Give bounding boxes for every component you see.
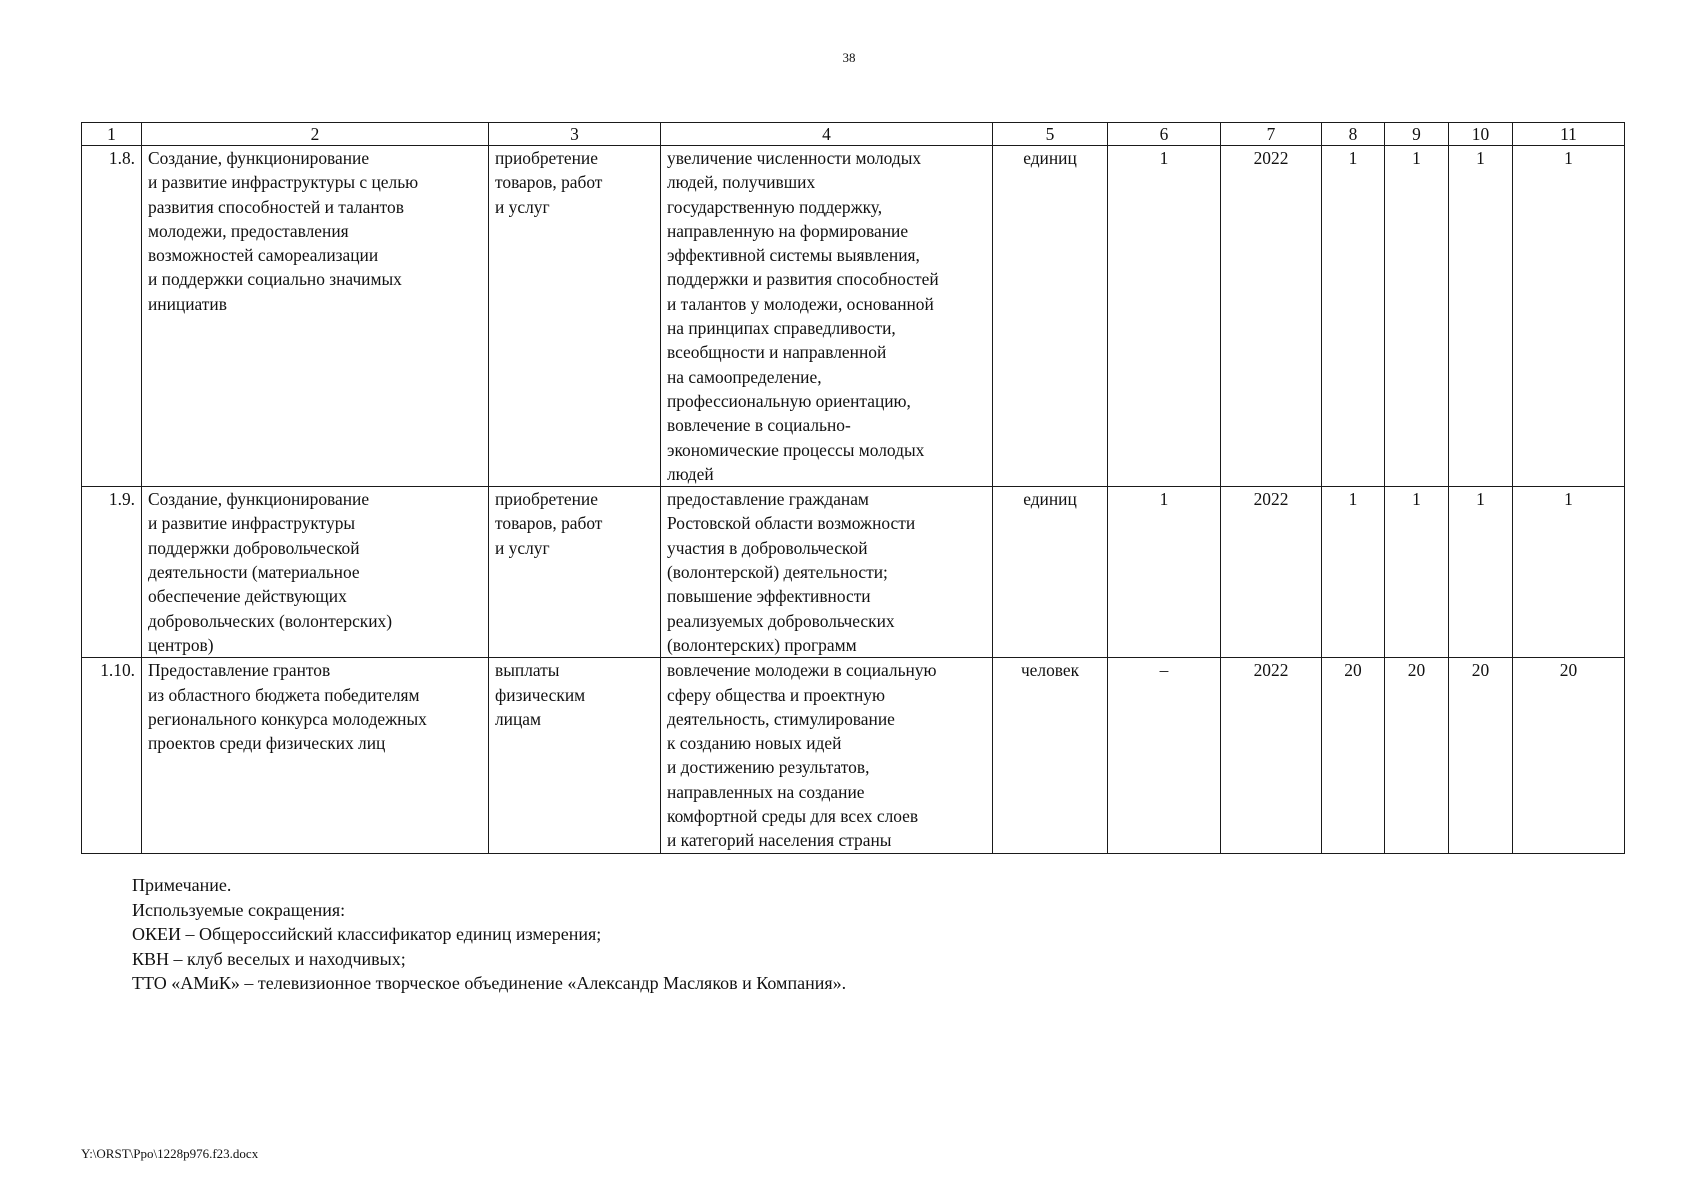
value-col-6: – [1108, 658, 1221, 853]
header-col-10: 10 [1449, 123, 1513, 146]
measure-result: увеличение численности молодых людей, получивших государственную поддержку, направленную на формирование эффективной системы выявления, поддержки и развития способностей и талантов у молодежи, основанной на принципах справедливости, всеобщности и направленной на самоопределение, профессиональную ориентацию, вовлечение в социально- экономические процессы молодых людей [661, 146, 993, 487]
header-col-2: 2 [142, 123, 489, 146]
measures-table [81, 122, 1625, 854]
year: 2022 [1221, 487, 1322, 658]
row-number: 1.9. [82, 487, 142, 658]
value-col-11: 1 [1513, 487, 1625, 658]
header-col-8: 8 [1322, 123, 1385, 146]
measure-name: Создание, функционирование и развитие инфраструктуры поддержки добровольческой деятельности (материальное обеспечение действующих добровольческих (волонтерских) центров) [142, 487, 489, 658]
unit: единиц [993, 487, 1108, 658]
row-number: 1.8. [82, 146, 142, 487]
measure-type: приобретение товаров, работ и услуг [489, 146, 661, 487]
note-line: КВН – клуб веселых и находчивых; [132, 948, 406, 969]
value-col-11: 20 [1513, 658, 1625, 853]
measure-name: Создание, функционирование и развитие инфраструктуры с целью развития способностей и талантов молодежи, предоставления возможностей самореализации и поддержки социально значимых инициатив [142, 146, 489, 487]
table-row [82, 146, 1625, 487]
header-col-5: 5 [993, 123, 1108, 146]
value-col-9: 20 [1385, 658, 1449, 853]
measure-name: Предоставление грантов из областного бюджета победителям регионального конкурса молодежных проектов среди физических лиц [142, 658, 489, 853]
value-col-10: 20 [1449, 658, 1513, 853]
page-number: 38 [842, 50, 856, 65]
year: 2022 [1221, 658, 1322, 853]
value-col-6: 1 [1108, 146, 1221, 487]
table-row [82, 658, 1625, 853]
value-col-8: 1 [1322, 487, 1385, 658]
measure-result: вовлечение молодежи в социальную сферу общества и проектную деятельность, стимулирование к созданию новых идей и достижению результатов, направленных на создание комфортной среды для всех слоев и категорий населения страны [661, 658, 993, 853]
header-col-4: 4 [661, 123, 993, 146]
value-col-6: 1 [1108, 487, 1221, 658]
header-col-7: 7 [1221, 123, 1322, 146]
unit: единиц [993, 146, 1108, 487]
note-title: Примечание. [132, 875, 232, 895]
header-col-3: 3 [489, 123, 661, 146]
row-number: 1.10. [82, 658, 142, 853]
file-path: Y:\ORST\Ppo\1228p976.f23.docx [81, 1146, 259, 1161]
header-col-11: 11 [1513, 123, 1625, 146]
measure-type: выплаты физическим лицам [489, 658, 661, 853]
note-line: ОКЕИ – Общероссийский классификатор единиц измерения; [132, 924, 602, 944]
value-col-8: 1 [1322, 146, 1385, 487]
value-col-11: 1 [1513, 146, 1625, 487]
value-col-8: 20 [1322, 658, 1385, 853]
unit: человек [993, 658, 1108, 853]
header-col-1: 1 [82, 123, 142, 146]
header-col-9: 9 [1385, 123, 1449, 146]
note-block [132, 873, 846, 996]
table-row [82, 487, 1625, 658]
value-col-10: 1 [1449, 146, 1513, 487]
header-col-6: 6 [1108, 123, 1221, 146]
measure-result: предоставление гражданам Ростовской области возможности участия в добровольческой (волонтерской) деятельности; повышение эффективности реализуемых добровольческих (волонтерских) программ [661, 487, 993, 658]
note-subtitle: Используемые сокращения: [132, 899, 346, 920]
note-line: ТТО «АМиК» – телевизионное творческое объединение «Александр Масляков и Компания». [132, 973, 847, 993]
year: 2022 [1221, 146, 1322, 487]
table-header-row [82, 123, 1625, 146]
value-col-10: 1 [1449, 487, 1513, 658]
measure-type: приобретение товаров, работ и услуг [489, 487, 661, 658]
value-col-9: 1 [1385, 487, 1449, 658]
value-col-9: 1 [1385, 146, 1449, 487]
